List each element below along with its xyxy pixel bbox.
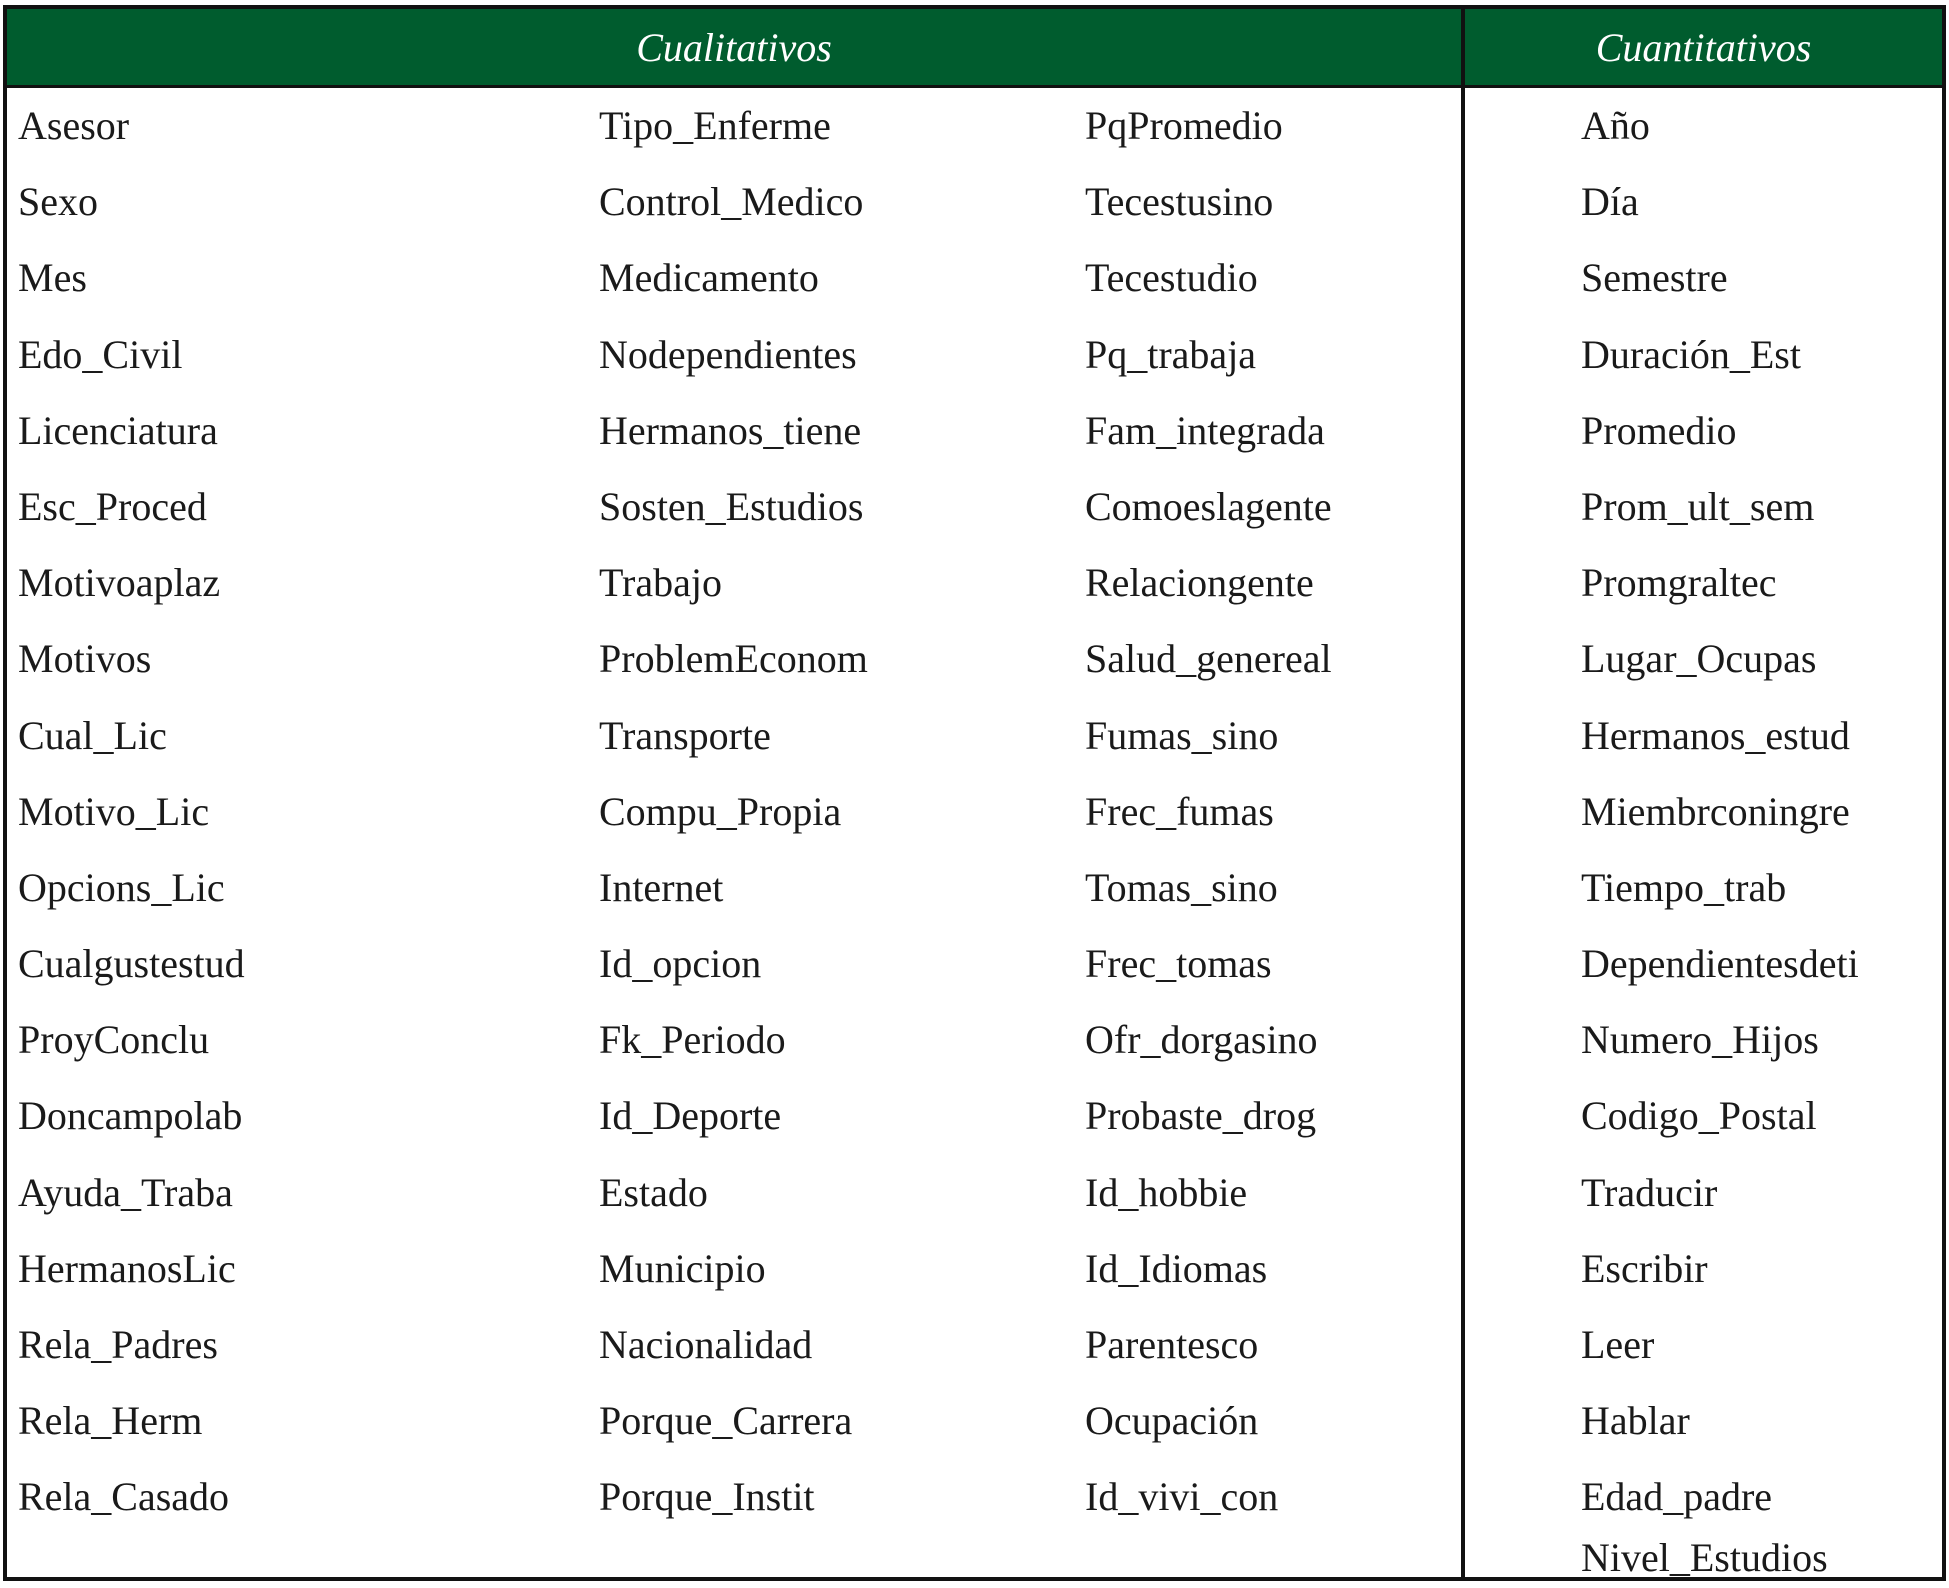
variable-name: Cualgustestud (18, 941, 245, 987)
variable-name: Promedio (1581, 407, 1737, 453)
column-qualitative-3 (1085, 98, 1332, 1546)
variable-name: Id_vivi_con (1085, 1474, 1279, 1520)
header-qualitative (7, 9, 1461, 85)
variable-name: Transporte (599, 712, 771, 758)
variable-name: Tecestusino (1085, 179, 1274, 225)
variable-name: Cual_Lic (18, 712, 167, 758)
variable-name: Fumas_sino (1085, 712, 1279, 758)
variable-name: Hermanos_tiene (599, 407, 862, 453)
variable-name: Tecestudio (1085, 255, 1258, 301)
variable-name: Dependientesdeti (1581, 941, 1859, 987)
header-quantitative-label: Cuantitativos (1595, 24, 1812, 70)
variable-name: Sexo (18, 179, 98, 225)
variable-name: Asesor (18, 103, 130, 148)
header-divider (7, 85, 1942, 88)
variable-name: Prom_ult_sem (1581, 483, 1815, 529)
variable-name: ProyConclu (18, 1017, 210, 1063)
variable-name: Edo_Civil (18, 331, 183, 377)
variable-name: Municipio (599, 1245, 766, 1291)
variable-name: Promgraltec (1581, 560, 1777, 606)
variable-name: Numero_Hijos (1581, 1017, 1819, 1063)
variable-name: Frec_tomas (1085, 941, 1272, 987)
variable-name: Motivo_Lic (18, 788, 210, 834)
variable-name: PqPromedio (1085, 103, 1283, 148)
variable-name: Tomas_sino (1085, 864, 1278, 910)
variable-name: Opcions_Lic (18, 864, 225, 910)
variable-name: Comoeslagente (1085, 483, 1332, 529)
variable-name: Tipo_Enferme (599, 103, 831, 148)
variable-name: Parentesco (1085, 1322, 1259, 1367)
variable-name: Rela_Herm (18, 1398, 203, 1444)
variable-name: Mes (18, 255, 87, 301)
section-divider (1461, 9, 1465, 1577)
variable-name: Id_Idiomas (1085, 1245, 1268, 1291)
variable-name: Hermanos_estud (1581, 712, 1850, 758)
variable-name: Escribir (1581, 1245, 1708, 1291)
variable-name: Año (1581, 103, 1650, 148)
variable-name: Tiempo_trab (1581, 864, 1787, 910)
variable-name: Salud_genereal (1085, 636, 1332, 682)
variable-name: Semestre (1581, 255, 1728, 301)
variable-name: Ocupación (1085, 1398, 1259, 1444)
variable-name: Fk_Periodo (599, 1017, 786, 1063)
variable-name: Relaciongente (1085, 560, 1314, 606)
column-quantitative (1581, 98, 1859, 1586)
variable-name: Frec_fumas (1085, 788, 1274, 834)
variable-name: Porque_Carrera (599, 1398, 853, 1444)
variable-name: Pq_trabaja (1085, 331, 1257, 377)
variable-name: Id_Deporte (599, 1093, 782, 1139)
variable-name: Motivos (18, 636, 152, 682)
variable-name: Duración_Est (1581, 331, 1801, 377)
variable-name: Ofr_dorgasino (1085, 1017, 1318, 1063)
variable-name: Día (1581, 179, 1639, 225)
variable-name: Miembrconingre (1581, 788, 1850, 834)
variable-name: Fam_integrada (1085, 407, 1325, 453)
variable-name: Edad_padre (1581, 1474, 1773, 1520)
variable-name: Nacionalidad (599, 1322, 813, 1367)
variable-name: Id_hobbie (1085, 1169, 1248, 1215)
variables-table (3, 5, 1946, 1581)
variable-name: Control_Medico (599, 179, 864, 225)
variable-name: Ayuda_Traba (18, 1169, 233, 1215)
variable-name: Codigo_Postal (1581, 1093, 1817, 1139)
variable-name: Medicamento (599, 255, 819, 301)
variable-name: Licenciatura (18, 407, 218, 453)
variable-name: Internet (599, 864, 724, 910)
variable-name: Rela_Padres (18, 1322, 218, 1367)
variable-name: Sosten_Estudios (599, 483, 864, 529)
variable-name: Traducir (1581, 1169, 1718, 1215)
variable-name: HermanosLic (18, 1245, 236, 1291)
variable-name: Esc_Proced (18, 483, 207, 529)
variable-name: Doncampolab (18, 1093, 243, 1139)
variable-name: Motivoaplaz (18, 560, 221, 606)
header-qualitative-label: Cualitativos (636, 24, 832, 70)
variable-name: Probaste_drog (1085, 1093, 1317, 1139)
variable-name: Lugar_Ocupas (1581, 636, 1817, 682)
variable-name: Trabajo (599, 560, 722, 606)
variable-name: Nodependientes (599, 331, 857, 377)
column-qualitative-2 (599, 98, 868, 1546)
variable-name: Compu_Propia (599, 788, 842, 834)
variable-name: Leer (1581, 1322, 1655, 1367)
variable-name: ProblemEconom (599, 636, 868, 682)
variable-name: Estado (599, 1169, 708, 1215)
column-qualitative-1 (18, 98, 245, 1546)
variable-name: Id_opcion (599, 941, 762, 987)
variable-name: Nivel_Estudios (1581, 1534, 1828, 1580)
variable-name: Rela_Casado (18, 1474, 230, 1520)
header-quantitative (1465, 9, 1942, 85)
variable-name: Hablar (1581, 1398, 1690, 1444)
variable-name: Porque_Instit (599, 1474, 815, 1520)
